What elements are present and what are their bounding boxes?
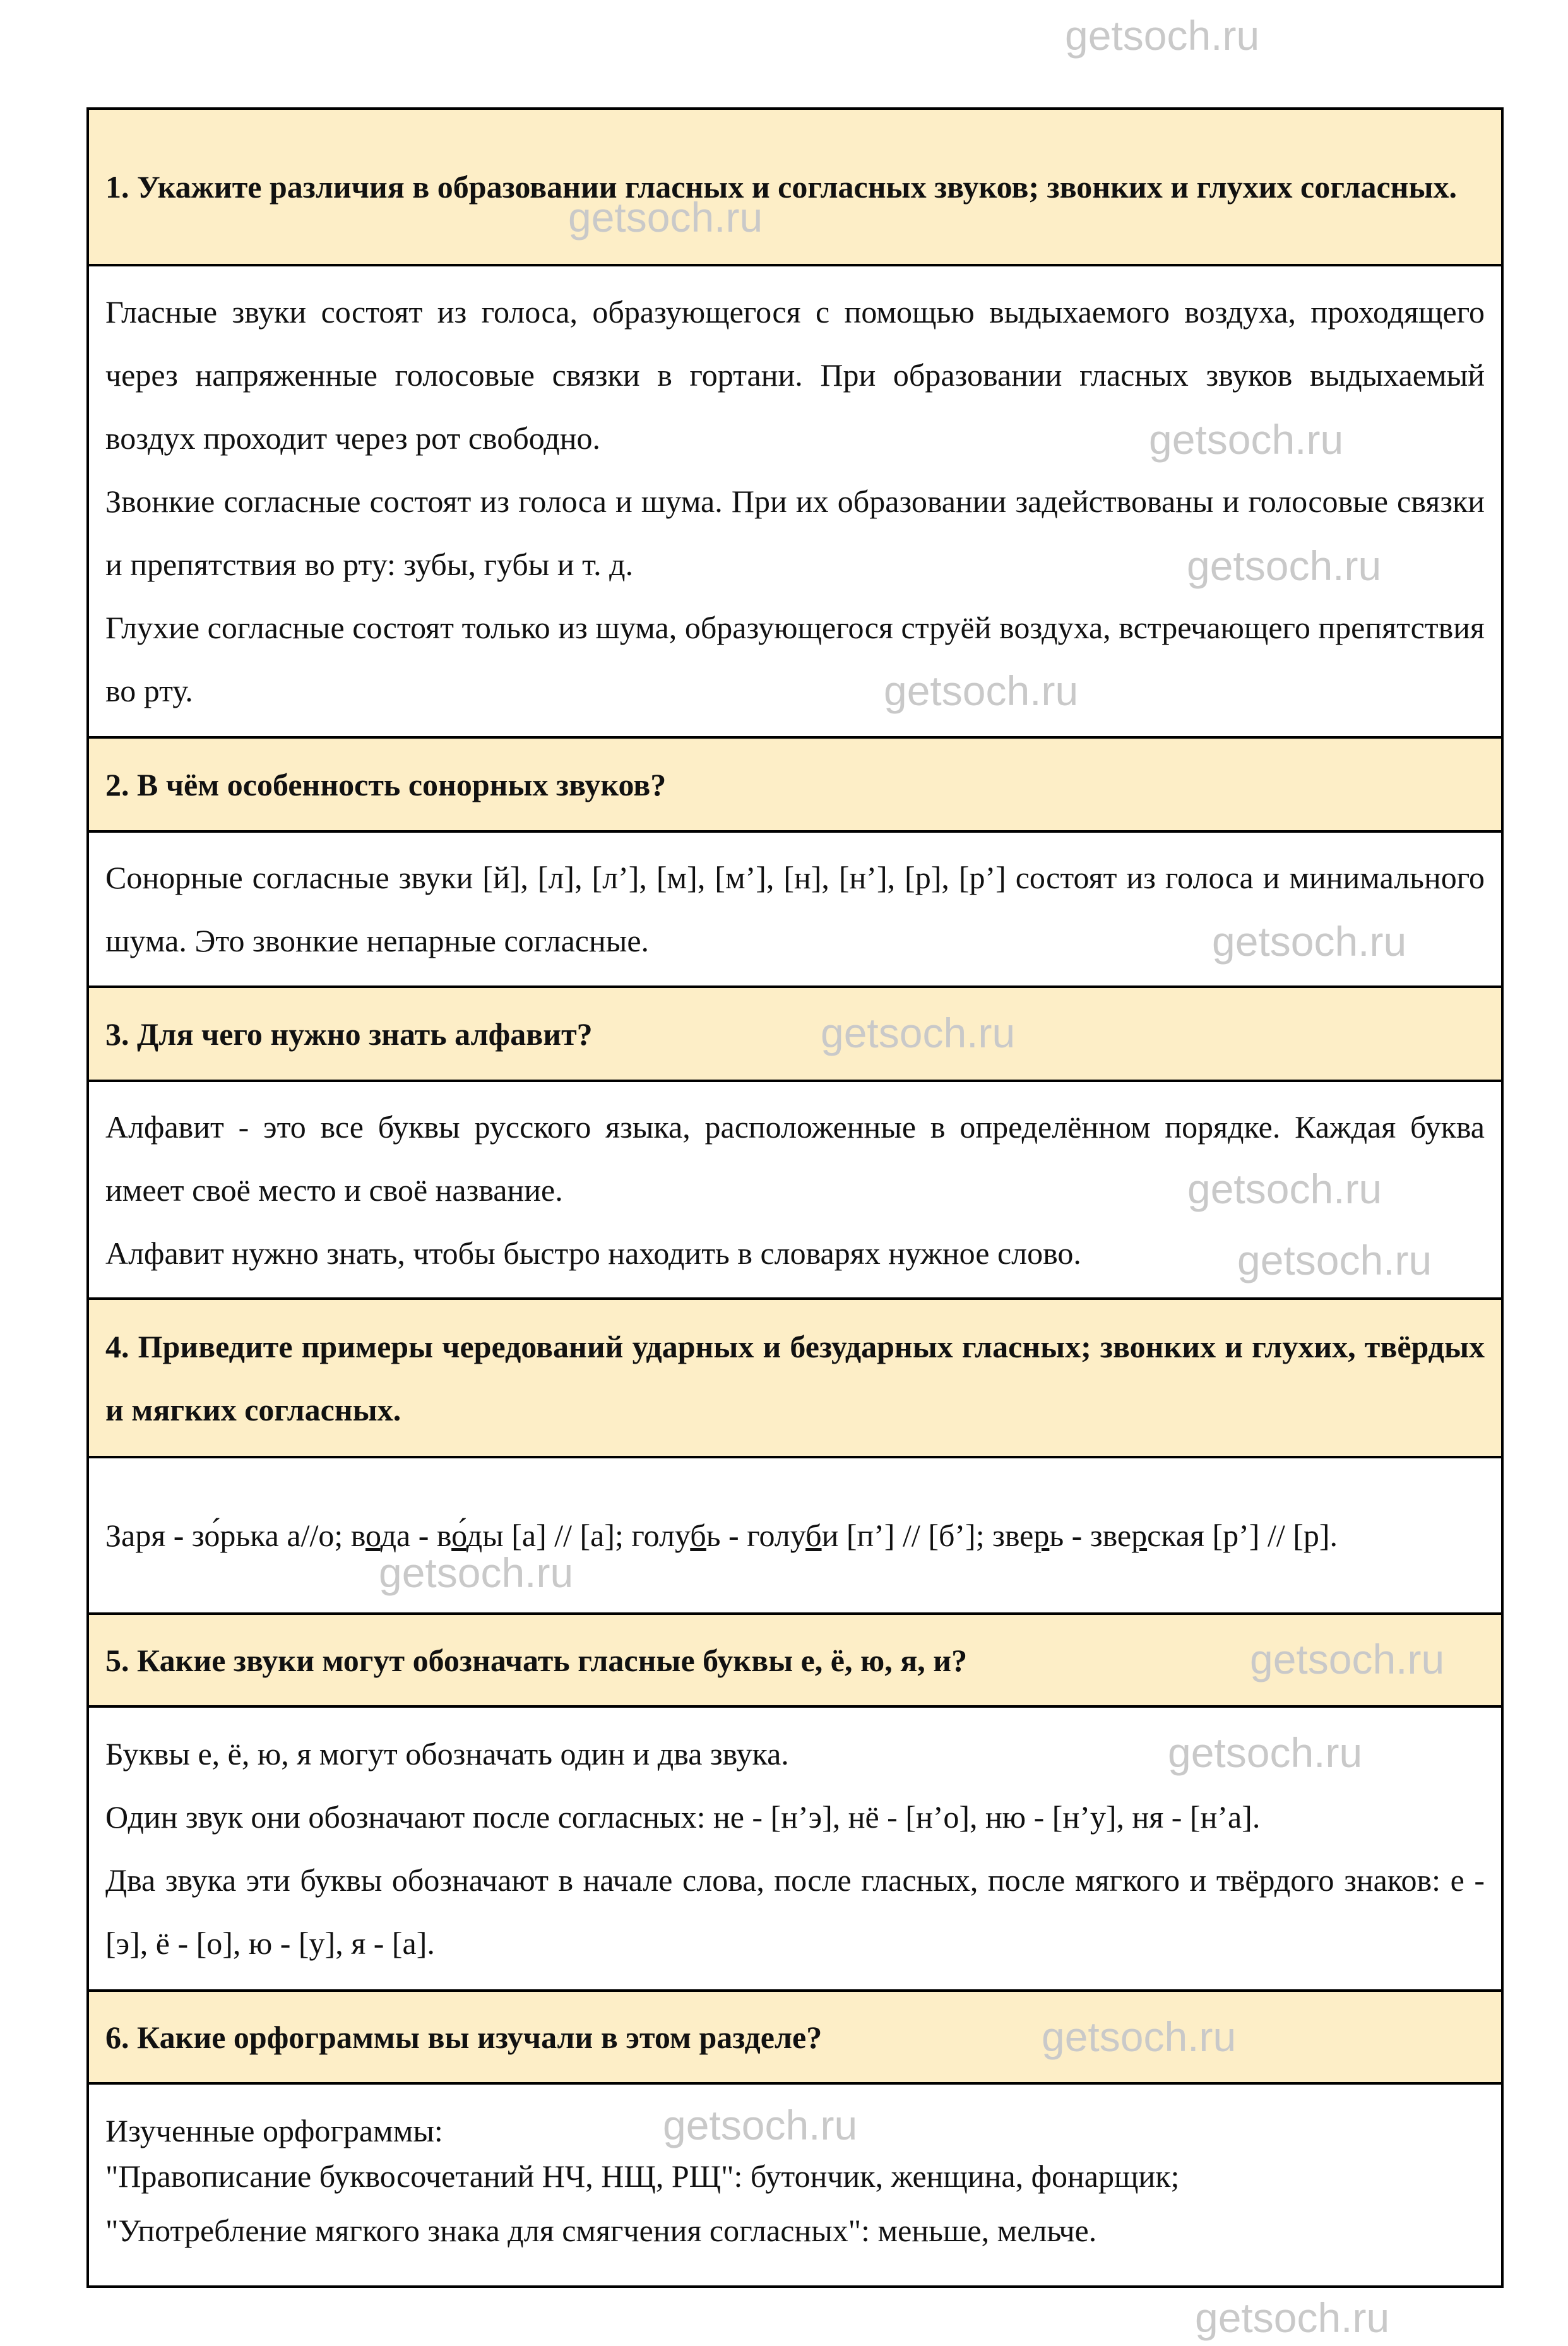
answer-paragraph: Алфавит нужно знать, чтобы быстро находить в словарях нужное слово. (105, 1235, 1081, 1271)
answer-paragraph: "Правописание буквосочетаний НЧ, НЩ, РЩ": бутончик, женщина, фонарщик; (105, 2158, 1180, 2194)
answer-paragraph: Глухие согласные состоят только из шума, образующегося струёй воздуха, встречающего препятствия во рту. (105, 610, 1485, 708)
watermark: getsoch.ru (1149, 416, 1344, 463)
watermark: getsoch.ru (884, 667, 1079, 714)
watermark: getsoch.ru (1042, 2013, 1237, 2060)
question-1: 1. Укажите различия в образовании гласных и согласных звуков; звонких и глухих согласных. (88, 109, 1502, 265)
underlined-letter: о (365, 1518, 381, 1553)
answer-paragraph: Гласные звуки состоят из голоса, образующегося с помощью выдыхаемого воздуха, проходящего через напряженные голосовые связки в гортани. При образовании гласных звуков выдыхаемый воздух проходит через рот свободно. (105, 294, 1485, 456)
answer-paragraph: Алфавит - это все буквы русского языка, расположенные в определённом порядке. Каждая буква имеет своё место и своё название. (105, 1109, 1485, 1208)
answer-4 (88, 1457, 1502, 1614)
answer-paragraph: Звонкие согласные состоят из голоса и шума. При их образовании задействованы и голосовые связки и препятствия во рту: зубы, губы и т. д. (105, 484, 1485, 582)
answer-text: ская [р’] // [р]. (1147, 1518, 1338, 1553)
answer-text: ь - голу (706, 1518, 806, 1553)
answer-paragraph: Два звука эти буквы обозначают в начале слова, после гласных, после мягкого и твёрдого знаков: е - [э], ё - [о], ю - [у], я - [а]. (105, 1862, 1485, 1961)
answer-text: и [п’] // [б’]; зве (821, 1518, 1034, 1553)
watermark: getsoch.ru (1237, 1237, 1432, 1283)
watermark: getsoch.ru (379, 1549, 574, 1596)
answer-text: да - в (380, 1518, 452, 1553)
question-2: 2. В чём особенность сонорных звуков? (88, 737, 1502, 831)
watermark: getsoch.ru (821, 1009, 1016, 1056)
answer-paragraph: Изученные орфограммы: (105, 2113, 443, 2148)
answer-text: Заря - зо́рька а//о; в (105, 1518, 366, 1553)
answer-1 (88, 265, 1502, 737)
watermark: getsoch.ru (1212, 918, 1407, 965)
underlined-letter: б (805, 1518, 822, 1553)
watermark: getsoch.ru (1065, 12, 1260, 59)
question-3: 3. Для чего нужно знать алфавит? (88, 987, 1502, 1081)
answer-paragraph: Один звук они обозначают после согласных: не - [н’э], нё - [н’о], ню - [н’у], ня - [н’а]. (105, 1799, 1261, 1835)
answer-paragraph: Буквы е, ё, ю, я могут обозначать один и два звука. (105, 1736, 789, 1771)
underlined-letter: р (1131, 1518, 1148, 1553)
watermark: getsoch.ru (663, 2102, 858, 2148)
watermark: getsoch.ru (568, 194, 763, 241)
question-5: 5. Какие звуки могут обозначать гласные буквы е, ё, ю, я, и? (88, 1614, 1502, 1706)
underlined-letter: р (1033, 1518, 1050, 1553)
answer-paragraph: Сонорные согласные звуки [й], [л], [л’], [м], [м’], [н], [н’], [р], [р’] состоят из голоса и минимального шума. Это звонкие непарные согласные. (105, 860, 1485, 958)
answer-text: ь - зве (1049, 1518, 1132, 1553)
watermark: getsoch.ru (1195, 2294, 1390, 2341)
watermark: getsoch.ru (1187, 542, 1382, 589)
question-4: 4. Приведите примеры чередований ударных и безударных гласных; звонких и глухих, твёрдых и мягких согласных. (88, 1299, 1502, 1457)
underlined-letter: о́ (451, 1518, 466, 1553)
answer-text: ды [а] // [а]; голу (466, 1518, 691, 1553)
answer-paragraph (105, 1504, 1485, 1567)
watermark: getsoch.ru (1187, 1165, 1382, 1212)
question-6: 6. Какие орфограммы вы изучали в этом разделе? (88, 1991, 1502, 2083)
underlined-letter: б (690, 1518, 706, 1553)
watermark: getsoch.ru (1250, 1636, 1445, 1682)
answer-paragraph: "Употребление мягкого знака для смягчения согласных": меньше, мельче. (105, 2213, 1097, 2248)
watermark: getsoch.ru (1168, 1729, 1363, 1776)
